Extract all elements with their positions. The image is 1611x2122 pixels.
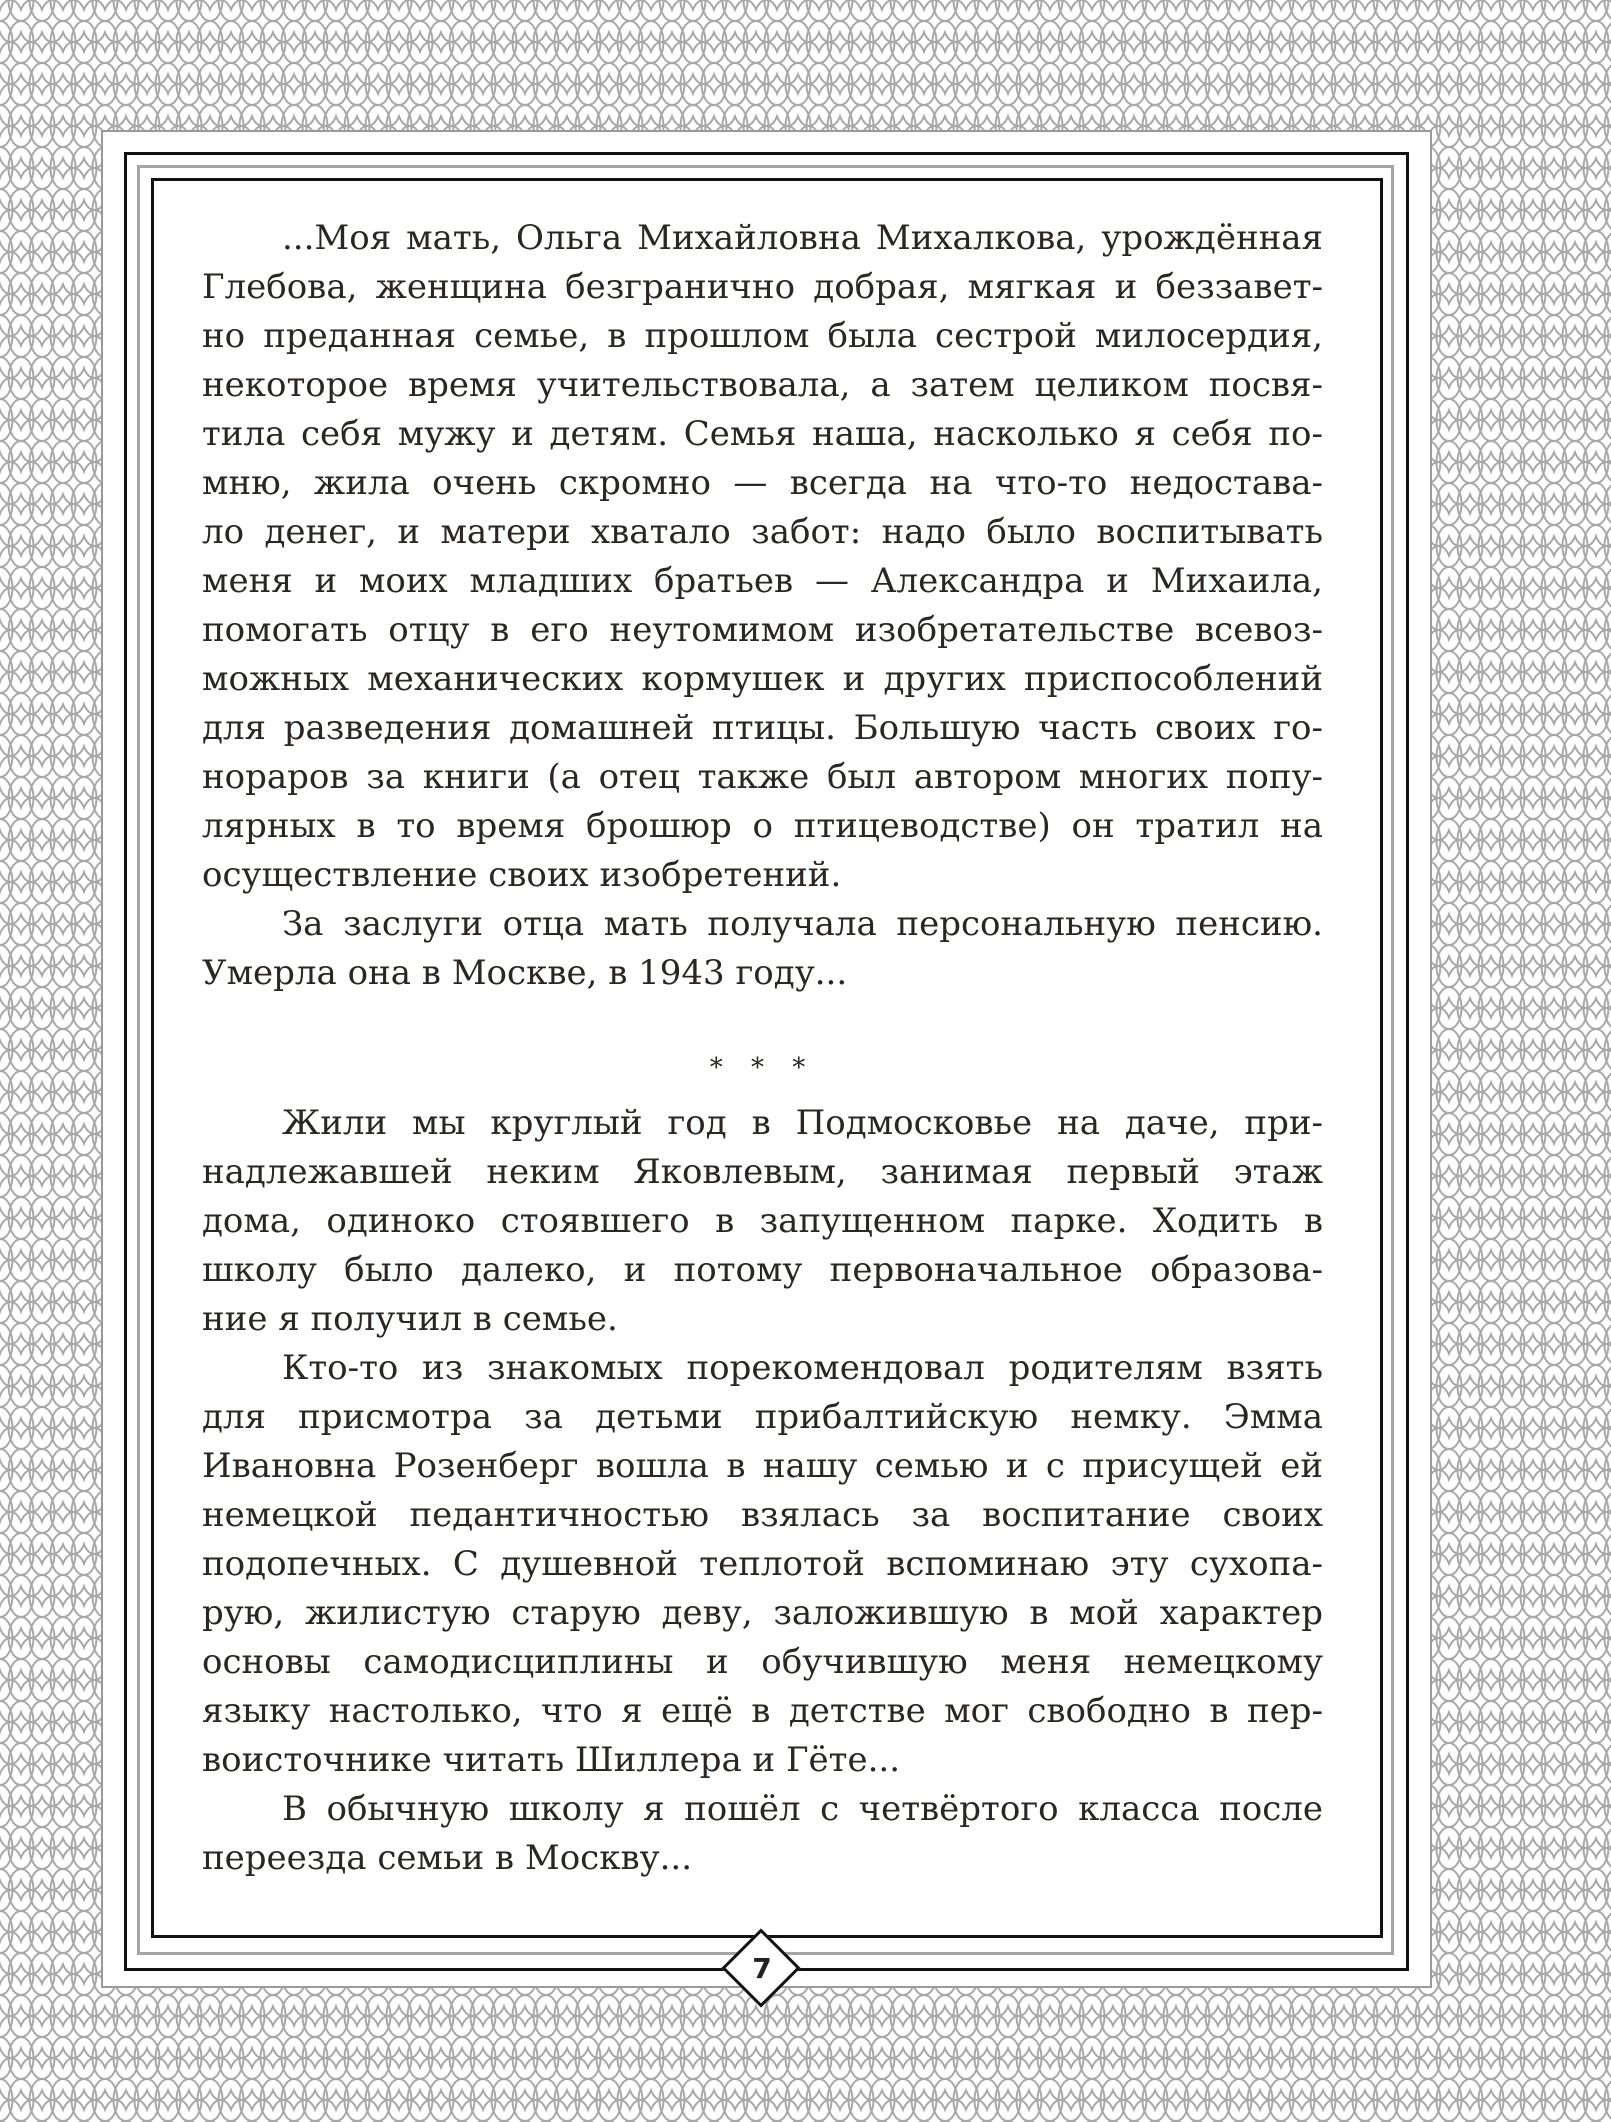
text-line: основы самодисциплины и обучившую меня немецкому: [202, 1642, 1323, 1682]
text-section-2: [202, 1099, 1323, 1883]
text-line: меня и моих младших братьев — Александра и Михаила,: [202, 561, 1323, 601]
text-line: тила себя мужу и детям. Семья наша, насколько я себя по-: [202, 414, 1323, 454]
text-line: рую, жилистую старую деву, заложившую в мой характер: [202, 1593, 1323, 1633]
text-line: Глебова, женщина безгранично добрая, мягкая и беззавет-: [202, 267, 1323, 307]
paragraph: [202, 1785, 1323, 1883]
text-line: для разведения домашней птицы. Большую часть своих го-: [202, 708, 1323, 748]
text-line: некоторое время учительствовала, а затем целиком посвя-: [202, 365, 1323, 405]
text-line: подопечных. С душевной теплотой вспоминаю эту сухопа-: [202, 1544, 1323, 1584]
text-line: нораров за книги (а отец также был автором многих попу-: [202, 757, 1323, 797]
section-separator: * * *: [709, 1053, 816, 1083]
paragraph: [202, 214, 1323, 900]
text-line: помогать отцу в его неутомимом изобретательстве всевоз-: [202, 610, 1323, 650]
text-line: можных механических кормушек и других приспособлений: [202, 659, 1323, 699]
text-line: ...Моя мать, Ольга Михайловна Михалкова, урождённая: [282, 218, 1323, 258]
text-section-1: [202, 214, 1323, 998]
text-line: немецкой педантичностью взялась за воспитание своих: [202, 1495, 1323, 1535]
text-line: В обычную школу я пошёл с четвёртого класса после: [282, 1789, 1323, 1829]
text-line: мню, жила очень скромно — всегда на что-то недостава-: [202, 463, 1323, 503]
text-line: дома, одиноко стоявшего в запущенном парке. Ходить в: [202, 1201, 1323, 1241]
page-number: 7: [752, 1952, 772, 1985]
text-line: За заслуги отца мать получала персональную пенсию.: [282, 904, 1323, 944]
text-line: лярных в то время брошюр о птицеводстве) он тратил на: [202, 806, 1323, 846]
text-line: ние я получил в семье.: [202, 1299, 618, 1339]
paragraph: [202, 1344, 1323, 1785]
text-line: ло денег, и матери хватало забот: надо было воспитывать: [202, 512, 1323, 552]
text-line: Умерла она в Москве, в 1943 году...: [202, 953, 848, 993]
paragraph: [202, 900, 1323, 998]
text-line: языку настолько, что я ещё в детстве мог свободно в пер-: [202, 1691, 1323, 1731]
text-line: Кто-то из знакомых порекомендовал родителям взять: [282, 1348, 1323, 1388]
text-line: Жили мы круглый год в Подмосковье на даче, при-: [282, 1103, 1323, 1143]
text-line: Ивановна Розенберг вошла в нашу семью и с присущей ей: [202, 1446, 1323, 1486]
text-line: но преданная семье, в прошлом была сестрой милосердия,: [202, 316, 1323, 356]
text-line: воисточнике читать Шиллера и Гёте...: [202, 1740, 900, 1780]
text-line: осуществление своих изобретений.: [202, 855, 842, 895]
text-line: для присмотра за детьми прибалтийскую немку. Эмма: [202, 1397, 1323, 1437]
text-line: надлежавшей неким Яковлевым, занимая первый этаж: [202, 1152, 1323, 1192]
paragraph: [202, 1099, 1323, 1344]
text-line: школу было далеко, и потому первоначальное образова-: [202, 1250, 1323, 1290]
text-line: переезда семьи в Москву...: [202, 1838, 693, 1878]
